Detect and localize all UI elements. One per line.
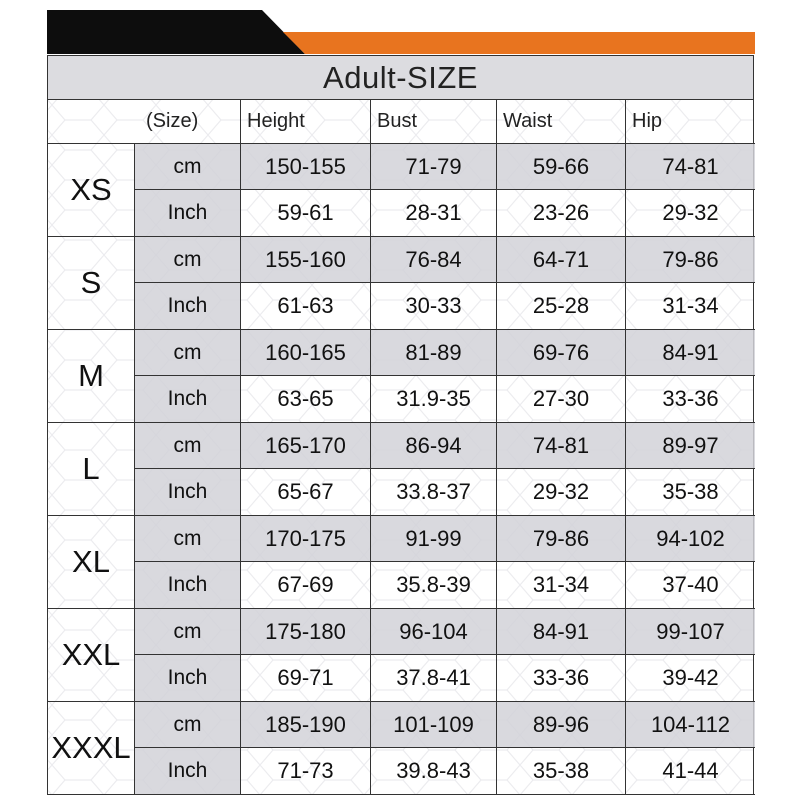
unit-label: Inch: [135, 655, 241, 702]
unit-label: Inch: [135, 376, 241, 423]
value-cell: 25-28: [497, 283, 626, 330]
value-cell: 29-32: [626, 190, 755, 237]
value-cell: 84-91: [497, 609, 626, 655]
value-cell: 175-180: [241, 609, 371, 655]
value-cell: 59-61: [241, 190, 371, 237]
value-cell: 150-155: [241, 144, 371, 190]
unit-label: cm: [135, 702, 241, 748]
value-cell: 27-30: [497, 376, 626, 423]
unit-label: Inch: [135, 283, 241, 330]
value-cell: 65-67: [241, 469, 371, 516]
value-cell: 41-44: [626, 748, 755, 795]
value-cell: 61-63: [241, 283, 371, 330]
value-cell: 71-79: [371, 144, 497, 190]
value-cell: 89-97: [626, 423, 755, 469]
value-cell: 165-170: [241, 423, 371, 469]
value-cell: 74-81: [497, 423, 626, 469]
unit-label: cm: [135, 144, 241, 190]
size-label-xxxl: XXXL: [48, 702, 135, 795]
size-label-l: L: [48, 423, 135, 516]
value-cell: 39-42: [626, 655, 755, 702]
value-cell: 79-86: [497, 516, 626, 562]
size-label-xxl: XXL: [48, 609, 135, 702]
value-cell: 59-66: [497, 144, 626, 190]
unit-label: cm: [135, 609, 241, 655]
header-bust: Bust: [371, 100, 497, 144]
value-cell: 33.8-37: [371, 469, 497, 516]
unit-label: cm: [135, 423, 241, 469]
value-cell: 67-69: [241, 562, 371, 609]
value-cell: 30-33: [371, 283, 497, 330]
size-label-xl: XL: [48, 516, 135, 609]
value-cell: 89-96: [497, 702, 626, 748]
size-label-m: M: [48, 330, 135, 423]
value-cell: 35-38: [497, 748, 626, 795]
value-cell: 39.8-43: [371, 748, 497, 795]
value-cell: 79-86: [626, 237, 755, 283]
unit-label: Inch: [135, 469, 241, 516]
unit-label: cm: [135, 330, 241, 376]
unit-label: Inch: [135, 190, 241, 237]
value-cell: 96-104: [371, 609, 497, 655]
header-size: (Size): [48, 100, 241, 144]
value-cell: 35-38: [626, 469, 755, 516]
chart-title: Adult-SIZE: [47, 55, 754, 100]
value-cell: 31-34: [497, 562, 626, 609]
value-cell: 31.9-35: [371, 376, 497, 423]
value-cell: 37.8-41: [371, 655, 497, 702]
value-cell: 31-34: [626, 283, 755, 330]
value-cell: 84-91: [626, 330, 755, 376]
value-cell: 101-109: [371, 702, 497, 748]
value-cell: 76-84: [371, 237, 497, 283]
value-cell: 28-31: [371, 190, 497, 237]
size-table: [47, 100, 754, 795]
value-cell: 155-160: [241, 237, 371, 283]
size-label-xs: XS: [48, 144, 135, 237]
value-cell: 33-36: [497, 655, 626, 702]
value-cell: 185-190: [241, 702, 371, 748]
value-cell: 63-65: [241, 376, 371, 423]
value-cell: 29-32: [497, 469, 626, 516]
value-cell: 94-102: [626, 516, 755, 562]
size-label-s: S: [48, 237, 135, 330]
unit-label: cm: [135, 516, 241, 562]
value-cell: 64-71: [497, 237, 626, 283]
value-cell: 74-81: [626, 144, 755, 190]
value-cell: 33-36: [626, 376, 755, 423]
value-cell: 69-76: [497, 330, 626, 376]
value-cell: 35.8-39: [371, 562, 497, 609]
header-decor-bar: [47, 10, 755, 54]
unit-label: Inch: [135, 562, 241, 609]
unit-label: cm: [135, 237, 241, 283]
value-cell: 69-71: [241, 655, 371, 702]
value-cell: 37-40: [626, 562, 755, 609]
value-cell: 170-175: [241, 516, 371, 562]
value-cell: 91-99: [371, 516, 497, 562]
unit-label: Inch: [135, 748, 241, 795]
value-cell: 160-165: [241, 330, 371, 376]
value-cell: 23-26: [497, 190, 626, 237]
header-waist: Waist: [497, 100, 626, 144]
header-hip: Hip: [626, 100, 755, 144]
value-cell: 99-107: [626, 609, 755, 655]
value-cell: 81-89: [371, 330, 497, 376]
value-cell: 71-73: [241, 748, 371, 795]
value-cell: 104-112: [626, 702, 755, 748]
value-cell: 86-94: [371, 423, 497, 469]
header-height: Height: [241, 100, 371, 144]
